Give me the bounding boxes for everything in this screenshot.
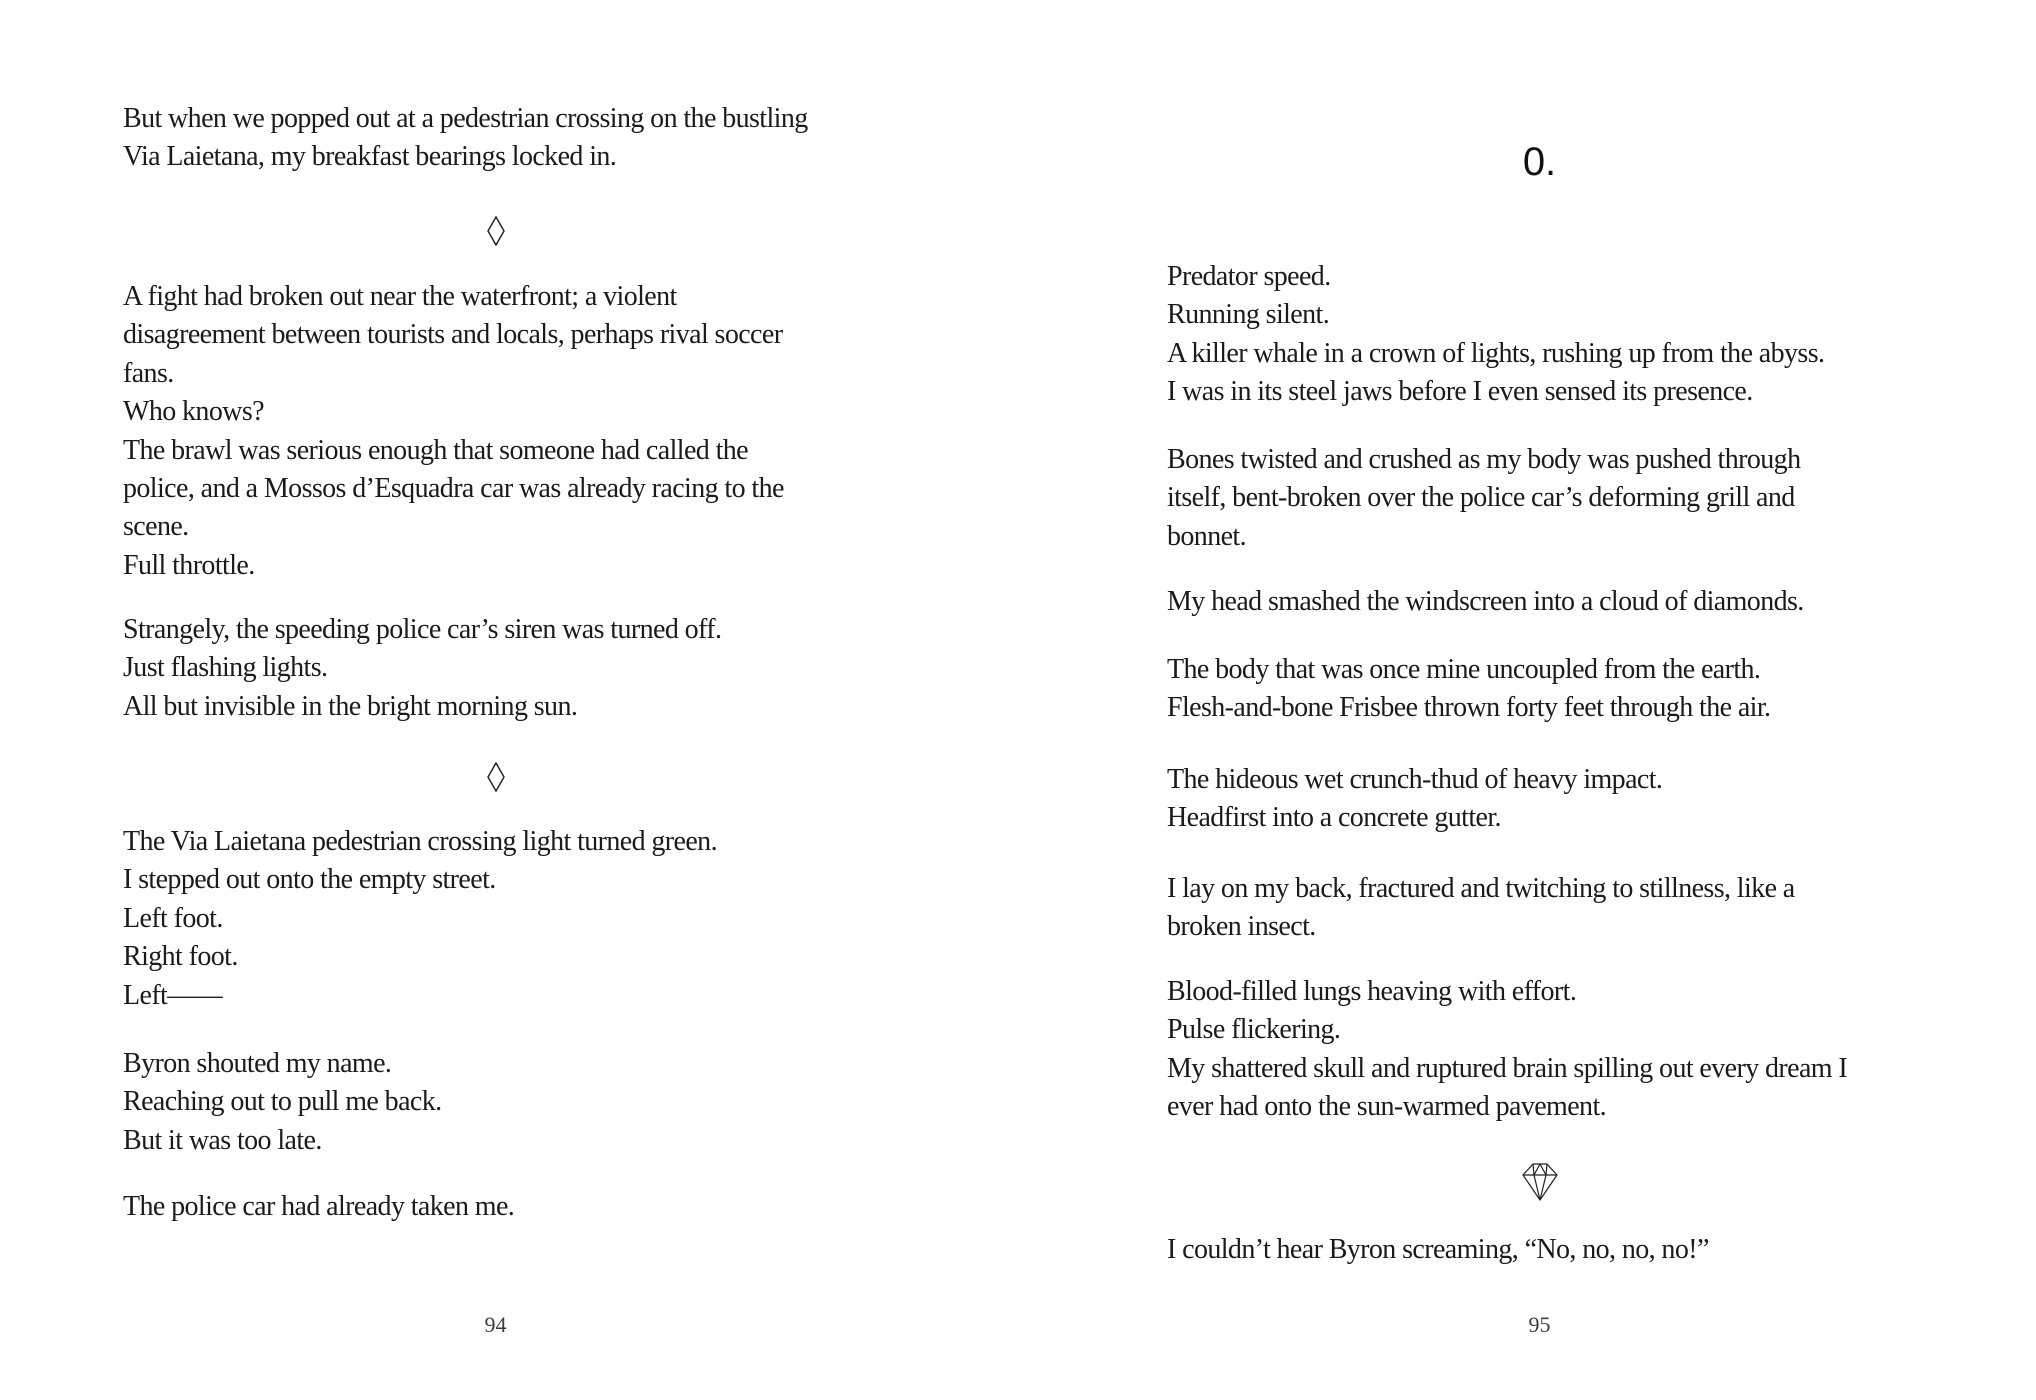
text-line: The Via Laietana pedestrian crossing light turned green. bbox=[123, 826, 717, 857]
text-line: My head smashed the windscreen into a cloud of diamonds. bbox=[1167, 586, 1804, 617]
text-line: Left foot. bbox=[123, 902, 223, 934]
text-line: I was in its steel jaws before I even sensed its presence. bbox=[1167, 376, 1753, 408]
text-line: Just flashing lights. bbox=[123, 652, 328, 684]
text-line: Left—— bbox=[123, 979, 223, 1011]
text-line: The police car had already taken me. bbox=[123, 1191, 515, 1222]
text-line: A killer whale in a crown of lights, rushing up from the abyss. bbox=[1167, 337, 1825, 369]
left-page-text-column bbox=[123, 0, 868, 1400]
text-line: My shattered skull and ruptured brain spilling out every dream I bbox=[1167, 1052, 1848, 1084]
paragraph bbox=[1167, 258, 1912, 412]
paragraph bbox=[123, 278, 868, 585]
text-line: itself, bent-broken over the police car’s deforming grill and bbox=[1167, 482, 1795, 514]
paragraph bbox=[123, 1045, 868, 1160]
text-line: But it was too late. bbox=[123, 1124, 322, 1156]
text-line: Running silent. bbox=[1167, 299, 1330, 331]
text-line: Blood-filled lungs heaving with effort. bbox=[1167, 976, 1577, 1007]
text-line: disagreement between tourists and locals, perhaps rival soccer bbox=[123, 319, 783, 351]
paragraph bbox=[1167, 870, 1912, 947]
paragraph bbox=[123, 1188, 868, 1226]
text-line: The body that was once mine uncoupled from the earth. bbox=[1167, 654, 1761, 685]
text-line: A fight had broken out near the waterfront; a violent bbox=[123, 281, 677, 312]
lozenge-icon bbox=[487, 762, 505, 792]
paragraph bbox=[1167, 583, 1912, 621]
text-line: Reaching out to pull me back. bbox=[123, 1086, 442, 1118]
text-line: scene. bbox=[123, 511, 189, 543]
text-line: fans. bbox=[123, 357, 174, 389]
paragraph bbox=[1167, 761, 1912, 838]
text-line: Bones twisted and crushed as my body was pushed through bbox=[1167, 444, 1801, 475]
text-line: ever had onto the sun-warmed pavement. bbox=[1167, 1091, 1607, 1123]
text-line: Strangely, the speeding police car’s siren was turned off. bbox=[123, 614, 722, 645]
text-line: I lay on my back, fractured and twitching to stillness, like a bbox=[1167, 873, 1795, 904]
paragraph bbox=[1167, 973, 1912, 1127]
section-divider bbox=[1167, 1162, 1912, 1202]
paragraph bbox=[1167, 1231, 1912, 1269]
page-number: 94 bbox=[484, 1312, 507, 1337]
text-line: Headfirst into a concrete gutter. bbox=[1167, 802, 1501, 834]
text-line: I couldn’t hear Byron screaming, “No, no, no, no!” bbox=[1167, 1234, 1709, 1265]
text-line: All but invisible in the bright morning sun. bbox=[123, 690, 578, 722]
lozenge-icon bbox=[487, 216, 505, 246]
text-line: Pulse flickering. bbox=[1167, 1014, 1341, 1046]
paragraph bbox=[123, 100, 868, 177]
text-line: broken insect. bbox=[1167, 911, 1316, 943]
page-number: 95 bbox=[1528, 1312, 1551, 1337]
text-line: I stepped out onto the empty street. bbox=[123, 864, 496, 896]
text-line: The brawl was serious enough that someone had called the bbox=[123, 434, 748, 466]
paragraph bbox=[1167, 441, 1912, 556]
text-line: But when we popped out at a pedestrian crossing on the bustling bbox=[123, 103, 808, 134]
paragraph bbox=[123, 823, 868, 1015]
section-divider bbox=[123, 216, 868, 246]
right-page bbox=[1018, 0, 2036, 1400]
text-line: Via Laietana, my breakfast bearings locked in. bbox=[123, 141, 617, 173]
text-line: Right foot. bbox=[123, 941, 238, 973]
paragraph bbox=[123, 611, 868, 726]
text-line: Full throttle. bbox=[123, 549, 255, 581]
text-line: bonnet. bbox=[1167, 520, 1247, 552]
text-line: The hideous wet crunch-thud of heavy impact. bbox=[1167, 764, 1663, 795]
text-line: Predator speed. bbox=[1167, 261, 1331, 292]
chapter-heading: 0. bbox=[1522, 140, 1557, 184]
diamond-gem-icon bbox=[1522, 1162, 1558, 1202]
text-line: Byron shouted my name. bbox=[123, 1048, 392, 1079]
text-line: police, and a Mossos d’Esquadra car was already racing to the bbox=[123, 472, 784, 504]
section-divider bbox=[123, 762, 868, 792]
text-line: Flesh-and-bone Frisbee thrown forty feet through the air. bbox=[1167, 692, 1771, 724]
right-page-text-column bbox=[1167, 0, 1912, 1400]
text-line: Who knows? bbox=[123, 396, 264, 428]
paragraph bbox=[1167, 651, 1912, 728]
